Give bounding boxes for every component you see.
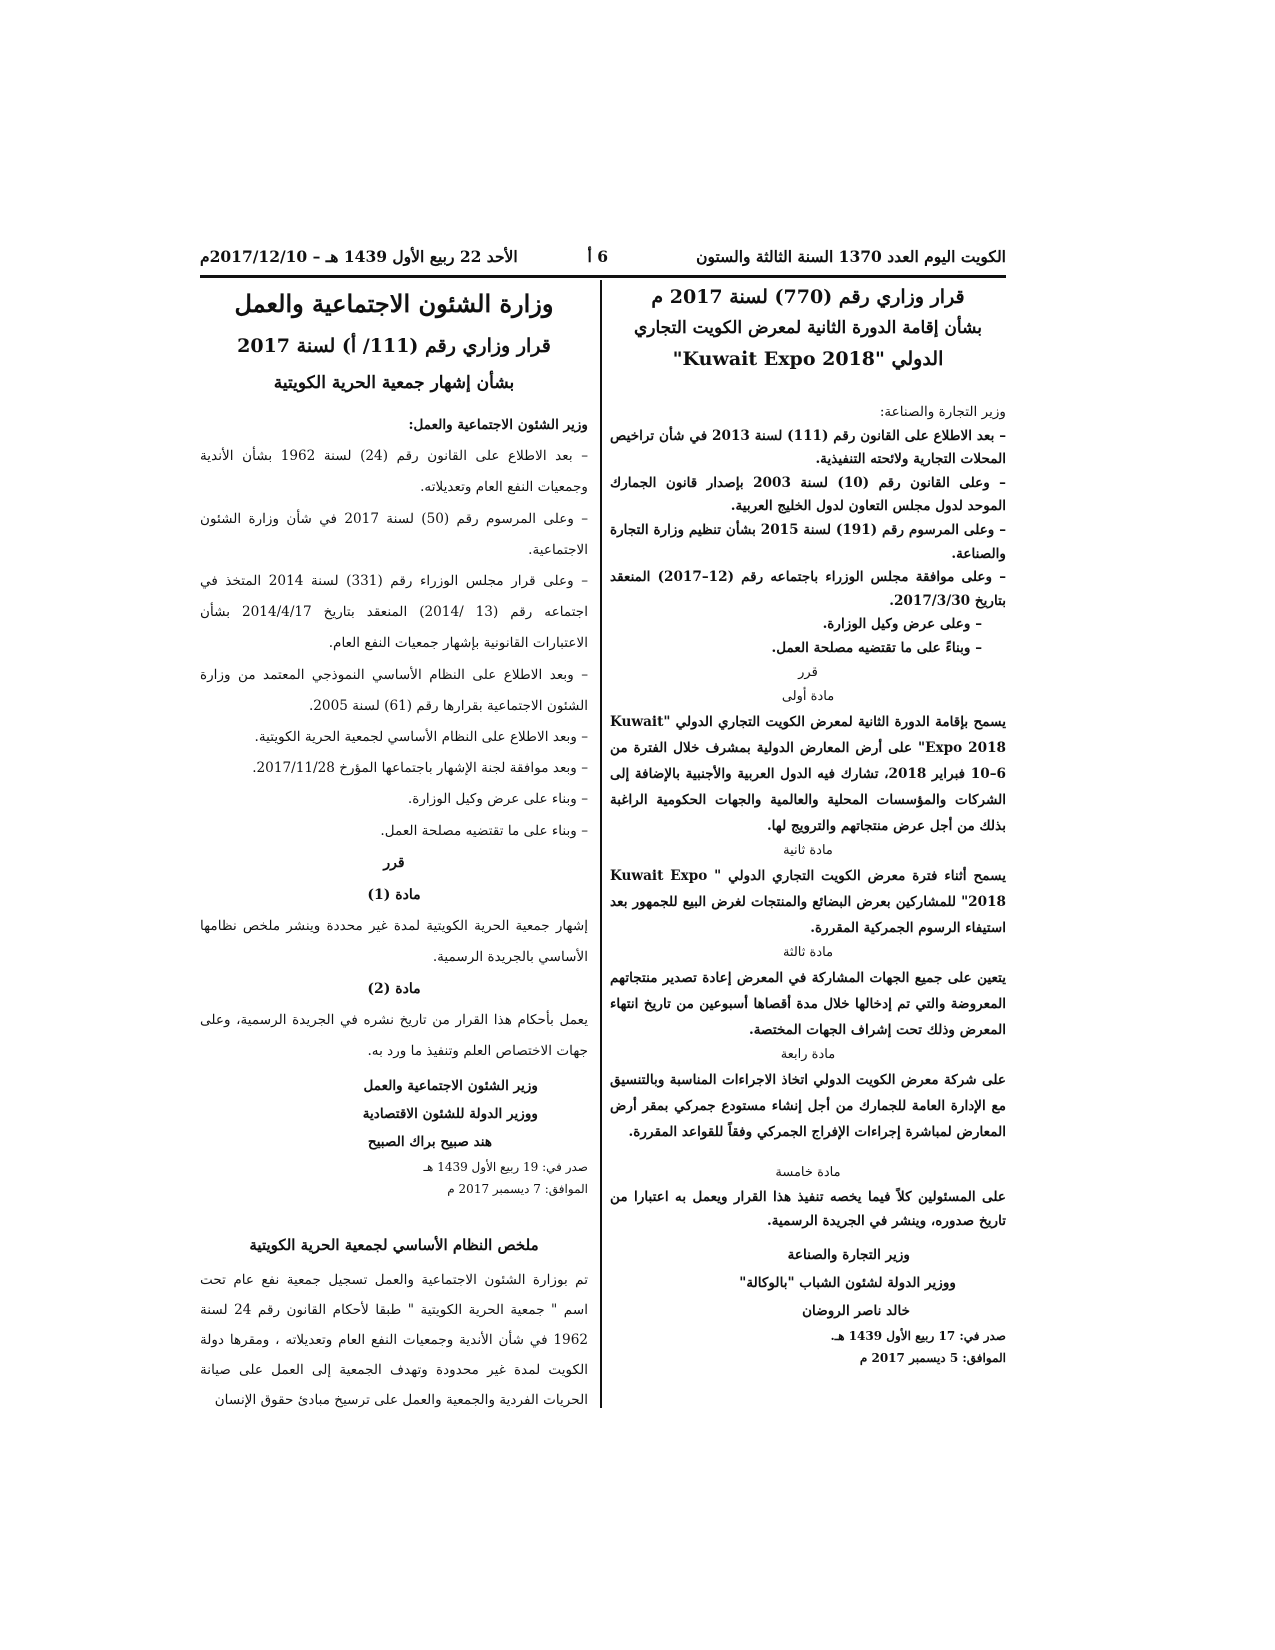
summary-text: تم بوزارة الشئون الاجتماعية والعمل تسجيل جمعية نفع عام تحت اسم " جمعية الحرية الكويتية " طبقا لأحكام القانون رقم 24 لسنة 1962 في شأن الأندية وجمعيات النفع العام وتعديلاته ، ومقرها دولة الكويت لمدة غير محدودة وتهدف الجمعية إلى العمل على صيانة الحريات الفردية والجمعية والعمل على ترسيخ مبادئ حقوق الإنسان [200, 1271, 588, 1408]
article-label: مادة أولى [781, 688, 835, 704]
corresponding-date: الموافق: 5 ديسمبر 2017 م [859, 1350, 1006, 1365]
signature-title: وزير الشئون الاجتماعية والعمل [363, 1077, 538, 1094]
decision-subject-line-1: بشأن إقامة الدورة الثانية لمعرض الكويت التجاري [633, 318, 982, 338]
preamble-item: – وبعد موافقة لجنة الإشهار باجتماعها المؤرخ 2017/11/28. [252, 760, 588, 777]
preamble-item: – وبعد الاطلاع على النظام الأساسي النموذجي المعتمد من وزارة الشئون الاجتماعية بقرارها رقم (61) لسنة 2005. [200, 666, 588, 714]
preamble-item: – بعد الاطلاع على القانون رقم (24) لسنة 1962 بشأن الأندية وجمعيات النفع العام وتعديلاته. [200, 448, 588, 496]
signatory-name: خالد ناصر الروضان [802, 1302, 910, 1319]
article-label: مادة رابعة [780, 1046, 836, 1062]
article-label: مادة خامسة [775, 1164, 841, 1180]
article-text: يسمح أثناء فترة معرض الكويت التجاري الدولي " Kuwait Expo 2018" للمشاركين بعرض البضائع والمنتجات لغرض البيع للجمهور بعد استيفاء الرسوم الجمركية المقررة. [610, 867, 1006, 936]
decided-label: قرر [798, 664, 818, 680]
preamble-item: – وعلى عرض وكيل الوزارة. [822, 616, 982, 633]
preamble-item: – بعد الاطلاع على القانون رقم (111) لسنة 2013 في شأن تراخيص المحلات التجارية ولائحته التنفيذية. [610, 427, 1007, 468]
decision-title: قرار وزاري رقم (770) لسنة 2017 م [651, 286, 965, 308]
corresponding-date: الموافق: 7 ديسمبر 2017 م [447, 1181, 588, 1196]
article-label: مادة ثانية [783, 842, 833, 858]
preamble-item: – وبناء على ما تقتضيه مصلحة العمل. [380, 822, 588, 839]
header-divider [200, 275, 1006, 278]
minister-intro: وزير التجارة والصناعة: [879, 404, 1006, 420]
article-text: يعمل بأحكام هذا القرار من تاريخ نشره في الجريدة الرسمية، وعلى جهات الاختصاص العلم وتنفيذ ما ورد به. [200, 1012, 588, 1060]
preamble-item: – وعلى القانون رقم (10) لسنة 2003 بإصدار قانون الجمارك الموحد لدول مجلس التعاون لدول الخليج العربية. [610, 474, 1006, 515]
article-text: على المسئولين كلاً فيما يخصه تنفيذ هذا القرار ويعمل به اعتبارا من تاريخ صدوره، وينشر في الجريدة الرسمية. [610, 1188, 1006, 1229]
decision-title: قرار وزاري رقم (111/ أ) لسنة 2017 [237, 335, 551, 357]
article-label: مادة (2) [367, 981, 421, 998]
header-page-number: 6 أ [587, 247, 608, 266]
ministry-title: وزارة الشئون الاجتماعية والعمل [234, 289, 554, 318]
preamble-item: – وعلى المرسوم رقم (50) لسنة 2017 في شأن وزارة الشئون الاجتماعية. [200, 510, 589, 558]
article-label: مادة (1) [367, 886, 421, 903]
preamble-item: – وعلى المرسوم رقم (191) لسنة 2015 بشأن تنظيم وزارة التجارة والصناعة. [610, 521, 1006, 562]
article-text: على شركة معرض الكويت الدولي اتخاذ الاجراءات المناسبة وبالتنسيق مع الإدارة العامة للجمارك من أجل إنشاء مستودع جمركي بمقر أرض المعارض لمباشرة إجراءات الإفراج الجمركي وفقاً للقواعد المقررة. [610, 1071, 1006, 1140]
article-text: يسمح بإقامة الدورة الثانية لمعرض الكويت التجاري الدولي "Kuwait Expo 2018" على أرض المعارض الدولية بمشرف خلال الفترة من 6–10 فبراير 2018، تشارك فيه الدول العربية والأجنبية بالإضافة إلى الشركات والمؤسسات المحلية والعالمية والجهات الحكومية الراغبة بذلك من أجل عرض منتجاتهم والترويج لها. [610, 713, 1006, 834]
issued-date: صدر في: 19 ربيع الأول 1439 هـ [423, 1159, 588, 1174]
minister-intro: وزير الشئون الاجتماعية والعمل: [408, 417, 588, 433]
decision-770-column [610, 282, 1006, 1369]
article-label: مادة ثالثة [782, 944, 834, 960]
summary-title: ملخص النظام الأساسي لجمعية الحرية الكويتية [249, 1235, 539, 1254]
signature-title: ووزير الدولة لشئون الشباب "بالوكالة" [739, 1274, 956, 1291]
decision-subject-line-2: الدولي "Kuwait Expo 2018" [672, 348, 944, 370]
header-issue: الكويت اليوم العدد 1370 السنة الثالثة والستون [696, 247, 1006, 266]
article-text: إشهار جمعية الحرية الكويتية لمدة غير محددة وينشر ملخص نظامها الأساسي بالجريدة الرسمية. [200, 917, 588, 966]
decision-subject: بشأن إشهار جمعية الحرية الكويتية [273, 373, 515, 393]
article-text: يتعين على جميع الجهات المشاركة في المعرض إعادة تصدير منتجاتهم المعروضة والتي تم إدخالها خلال مدة أقصاها أسبوعين من تاريخ انتهاء المعرض وذلك تحت إشراف الجهات المختصة. [610, 969, 1006, 1038]
preamble-item: – وبعد الاطلاع على النظام الأساسي لجمعية الحرية الكويتية. [254, 729, 588, 746]
signatory-name: هند صبيح براك الصبيح [367, 1133, 492, 1150]
preamble-item: – وعلى قرار مجلس الوزراء رقم (331) لسنة 2014 المتخذ في اجتماعه رقم (13 /2014) المنعقد بتاريخ 2014/4/17 بشأن الاعتبارات القانونية بإشهار جمعيات النفع العام. [200, 573, 589, 652]
decided-label: قرر [383, 854, 405, 871]
preamble-item: – وبناء على عرض وكيل الوزارة. [407, 791, 588, 808]
preamble-item: – وعلى موافقة مجلس الوزراء باجتماعه رقم (12–2017) المنعقد بتاريخ 2017/3/30. [610, 569, 1006, 609]
issued-date: صدر في: 17 ربيع الأول 1439 هـ. [830, 1328, 1006, 1343]
signature-title: وزير التجارة والصناعة [787, 1246, 910, 1263]
header-date: الأحد 22 ربيع الأول 1439 هـ – 2017/12/10م [200, 247, 518, 266]
preamble-item: – وبناءً على ما تقتضيه مصلحة العمل. [771, 639, 982, 656]
page-header [200, 243, 1006, 273]
column-divider [600, 280, 602, 1408]
decision-111a-column [200, 282, 588, 1415]
signature-title: ووزير الدولة للشئون الاقتصادية [362, 1105, 538, 1122]
